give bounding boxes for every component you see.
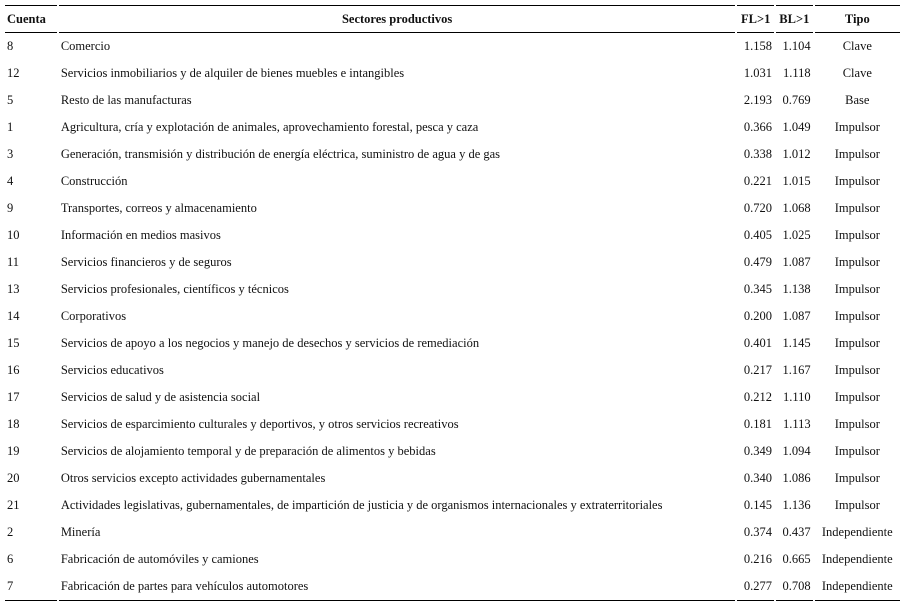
cell-cuenta: 14 bbox=[7, 309, 20, 323]
sector-classification-table-wrapper bbox=[5, 5, 900, 601]
cell-cuenta: 16 bbox=[7, 363, 20, 377]
header-bl: BL>1 bbox=[775, 6, 814, 33]
table-row bbox=[5, 519, 900, 546]
cell-tipo: Impulsor bbox=[814, 303, 900, 330]
header-tipo: Tipo bbox=[814, 6, 900, 33]
cell-tipo: Impulsor bbox=[814, 141, 900, 168]
table-row bbox=[5, 465, 900, 492]
cell-sector: Fabricación de partes para vehículos automotores bbox=[58, 573, 737, 601]
header-fl: FL>1 bbox=[736, 6, 775, 33]
cell-sector: Otros servicios excepto actividades gubernamentales bbox=[58, 465, 737, 492]
cell-tipo: Clave bbox=[814, 60, 900, 87]
cell-bl: 1.087 bbox=[775, 249, 814, 276]
cell-bl: 1.138 bbox=[775, 276, 814, 303]
cell-bl: 1.113 bbox=[775, 411, 814, 438]
cell-fl: 0.366 bbox=[736, 114, 775, 141]
cell-tipo: Impulsor bbox=[814, 411, 900, 438]
cell-cuenta: 15 bbox=[7, 336, 20, 350]
header-sector: Sectores productivos bbox=[58, 6, 737, 33]
table-row bbox=[5, 573, 900, 601]
table-row bbox=[5, 87, 900, 114]
cell-tipo: Impulsor bbox=[814, 114, 900, 141]
cell-tipo: Clave bbox=[814, 33, 900, 61]
cell-tipo: Impulsor bbox=[814, 438, 900, 465]
cell-fl: 1.158 bbox=[736, 33, 775, 61]
table-row bbox=[5, 60, 900, 87]
cell-cuenta: 3 bbox=[7, 147, 14, 161]
cell-cuenta: 17 bbox=[7, 390, 20, 404]
cell-fl: 0.338 bbox=[736, 141, 775, 168]
cell-bl: 1.136 bbox=[775, 492, 814, 519]
cell-sector: Información en medios masivos bbox=[58, 222, 737, 249]
cell-cuenta: 2 bbox=[7, 525, 14, 539]
table-row bbox=[5, 276, 900, 303]
cell-fl: 0.405 bbox=[736, 222, 775, 249]
cell-bl: 0.437 bbox=[775, 519, 814, 546]
cell-bl: 1.086 bbox=[775, 465, 814, 492]
cell-bl: 0.665 bbox=[775, 546, 814, 573]
cell-cuenta: 12 bbox=[7, 66, 20, 80]
cell-sector: Minería bbox=[58, 519, 737, 546]
cell-cuenta: 1 bbox=[7, 120, 14, 134]
cell-cuenta: 20 bbox=[7, 471, 20, 485]
cell-tipo: Base bbox=[814, 87, 900, 114]
cell-bl: 0.708 bbox=[775, 573, 814, 601]
cell-fl: 0.340 bbox=[736, 465, 775, 492]
table-row bbox=[5, 249, 900, 276]
table-row bbox=[5, 492, 900, 519]
table-row bbox=[5, 168, 900, 195]
cell-cuenta: 9 bbox=[7, 201, 14, 215]
cell-sector: Servicios de apoyo a los negocios y manejo de desechos y servicios de remediación bbox=[58, 330, 737, 357]
cell-sector: Corporativos bbox=[58, 303, 737, 330]
cell-fl: 2.193 bbox=[736, 87, 775, 114]
cell-fl: 1.031 bbox=[736, 60, 775, 87]
sector-classification-table bbox=[5, 5, 900, 601]
cell-tipo: Impulsor bbox=[814, 249, 900, 276]
cell-tipo: Impulsor bbox=[814, 330, 900, 357]
cell-sector: Servicios inmobiliarios y de alquiler de bienes muebles e intangibles bbox=[58, 60, 737, 87]
cell-sector: Resto de las manufacturas bbox=[58, 87, 737, 114]
cell-tipo: Impulsor bbox=[814, 465, 900, 492]
table-row bbox=[5, 357, 900, 384]
table-row bbox=[5, 114, 900, 141]
cell-cuenta: 21 bbox=[7, 498, 20, 512]
cell-sector: Agricultura, cría y explotación de animales, aprovechamiento forestal, pesca y caza bbox=[58, 114, 737, 141]
cell-fl: 0.401 bbox=[736, 330, 775, 357]
cell-cuenta: 6 bbox=[7, 552, 14, 566]
table-row bbox=[5, 141, 900, 168]
cell-sector: Transportes, correos y almacenamiento bbox=[58, 195, 737, 222]
cell-fl: 0.145 bbox=[736, 492, 775, 519]
table-row bbox=[5, 330, 900, 357]
cell-fl: 0.221 bbox=[736, 168, 775, 195]
table-row bbox=[5, 303, 900, 330]
cell-sector: Comercio bbox=[58, 33, 737, 61]
cell-cuenta: 18 bbox=[7, 417, 20, 431]
cell-fl: 0.720 bbox=[736, 195, 775, 222]
cell-cuenta: 10 bbox=[7, 228, 20, 242]
cell-fl: 0.345 bbox=[736, 276, 775, 303]
cell-bl: 1.110 bbox=[775, 384, 814, 411]
cell-tipo: Independiente bbox=[814, 546, 900, 573]
cell-tipo: Impulsor bbox=[814, 276, 900, 303]
cell-sector: Actividades legislativas, gubernamentales, de impartición de justicia y de organismos internacionales y extraterritoriales bbox=[58, 492, 737, 519]
table-body bbox=[5, 33, 900, 601]
table-header bbox=[5, 6, 900, 33]
cell-fl: 0.217 bbox=[736, 357, 775, 384]
header-cuenta: Cuenta bbox=[5, 6, 58, 33]
cell-fl: 0.181 bbox=[736, 411, 775, 438]
cell-tipo: Independiente bbox=[814, 573, 900, 601]
cell-fl: 0.349 bbox=[736, 438, 775, 465]
cell-bl: 1.087 bbox=[775, 303, 814, 330]
cell-fl: 0.212 bbox=[736, 384, 775, 411]
cell-bl: 1.094 bbox=[775, 438, 814, 465]
header-row bbox=[5, 6, 900, 33]
cell-cuenta: 19 bbox=[7, 444, 20, 458]
cell-sector: Construcción bbox=[58, 168, 737, 195]
table-row bbox=[5, 33, 900, 61]
cell-bl: 1.025 bbox=[775, 222, 814, 249]
table-row bbox=[5, 411, 900, 438]
cell-cuenta: 4 bbox=[7, 174, 14, 188]
cell-sector: Servicios educativos bbox=[58, 357, 737, 384]
cell-bl: 1.015 bbox=[775, 168, 814, 195]
cell-cuenta: 13 bbox=[7, 282, 20, 296]
cell-bl: 1.118 bbox=[775, 60, 814, 87]
cell-tipo: Impulsor bbox=[814, 222, 900, 249]
cell-cuenta: 11 bbox=[7, 255, 20, 269]
cell-fl: 0.277 bbox=[736, 573, 775, 601]
table-row bbox=[5, 195, 900, 222]
table-row bbox=[5, 384, 900, 411]
cell-sector: Servicios de alojamiento temporal y de preparación de alimentos y bebidas bbox=[58, 438, 737, 465]
cell-sector: Servicios financieros y de seguros bbox=[58, 249, 737, 276]
cell-fl: 0.200 bbox=[736, 303, 775, 330]
cell-fl: 0.216 bbox=[736, 546, 775, 573]
cell-cuenta: 7 bbox=[5, 573, 58, 601]
cell-sector: Servicios de salud y de asistencia social bbox=[58, 384, 737, 411]
table-row bbox=[5, 222, 900, 249]
cell-cuenta: 5 bbox=[7, 93, 14, 107]
cell-tipo: Independiente bbox=[814, 519, 900, 546]
cell-sector: Fabricación de automóviles y camiones bbox=[58, 546, 737, 573]
cell-bl: 0.769 bbox=[775, 87, 814, 114]
cell-tipo: Impulsor bbox=[814, 195, 900, 222]
cell-fl: 0.479 bbox=[736, 249, 775, 276]
cell-sector: Servicios de esparcimiento culturales y deportivos, y otros servicios recreativos bbox=[58, 411, 737, 438]
cell-tipo: Impulsor bbox=[814, 492, 900, 519]
cell-tipo: Impulsor bbox=[814, 357, 900, 384]
cell-sector: Generación, transmisión y distribución de energía eléctrica, suministro de agua y de gas bbox=[58, 141, 737, 168]
table-row bbox=[5, 438, 900, 465]
cell-bl: 1.012 bbox=[775, 141, 814, 168]
cell-sector: Servicios profesionales, científicos y técnicos bbox=[58, 276, 737, 303]
cell-tipo: Impulsor bbox=[814, 168, 900, 195]
cell-bl: 1.104 bbox=[775, 33, 814, 61]
cell-cuenta: 8 bbox=[7, 39, 14, 53]
cell-fl: 0.374 bbox=[736, 519, 775, 546]
cell-tipo: Impulsor bbox=[814, 384, 900, 411]
table-row bbox=[5, 546, 900, 573]
cell-bl: 1.145 bbox=[775, 330, 814, 357]
cell-bl: 1.068 bbox=[775, 195, 814, 222]
cell-bl: 1.049 bbox=[775, 114, 814, 141]
cell-bl: 1.167 bbox=[775, 357, 814, 384]
